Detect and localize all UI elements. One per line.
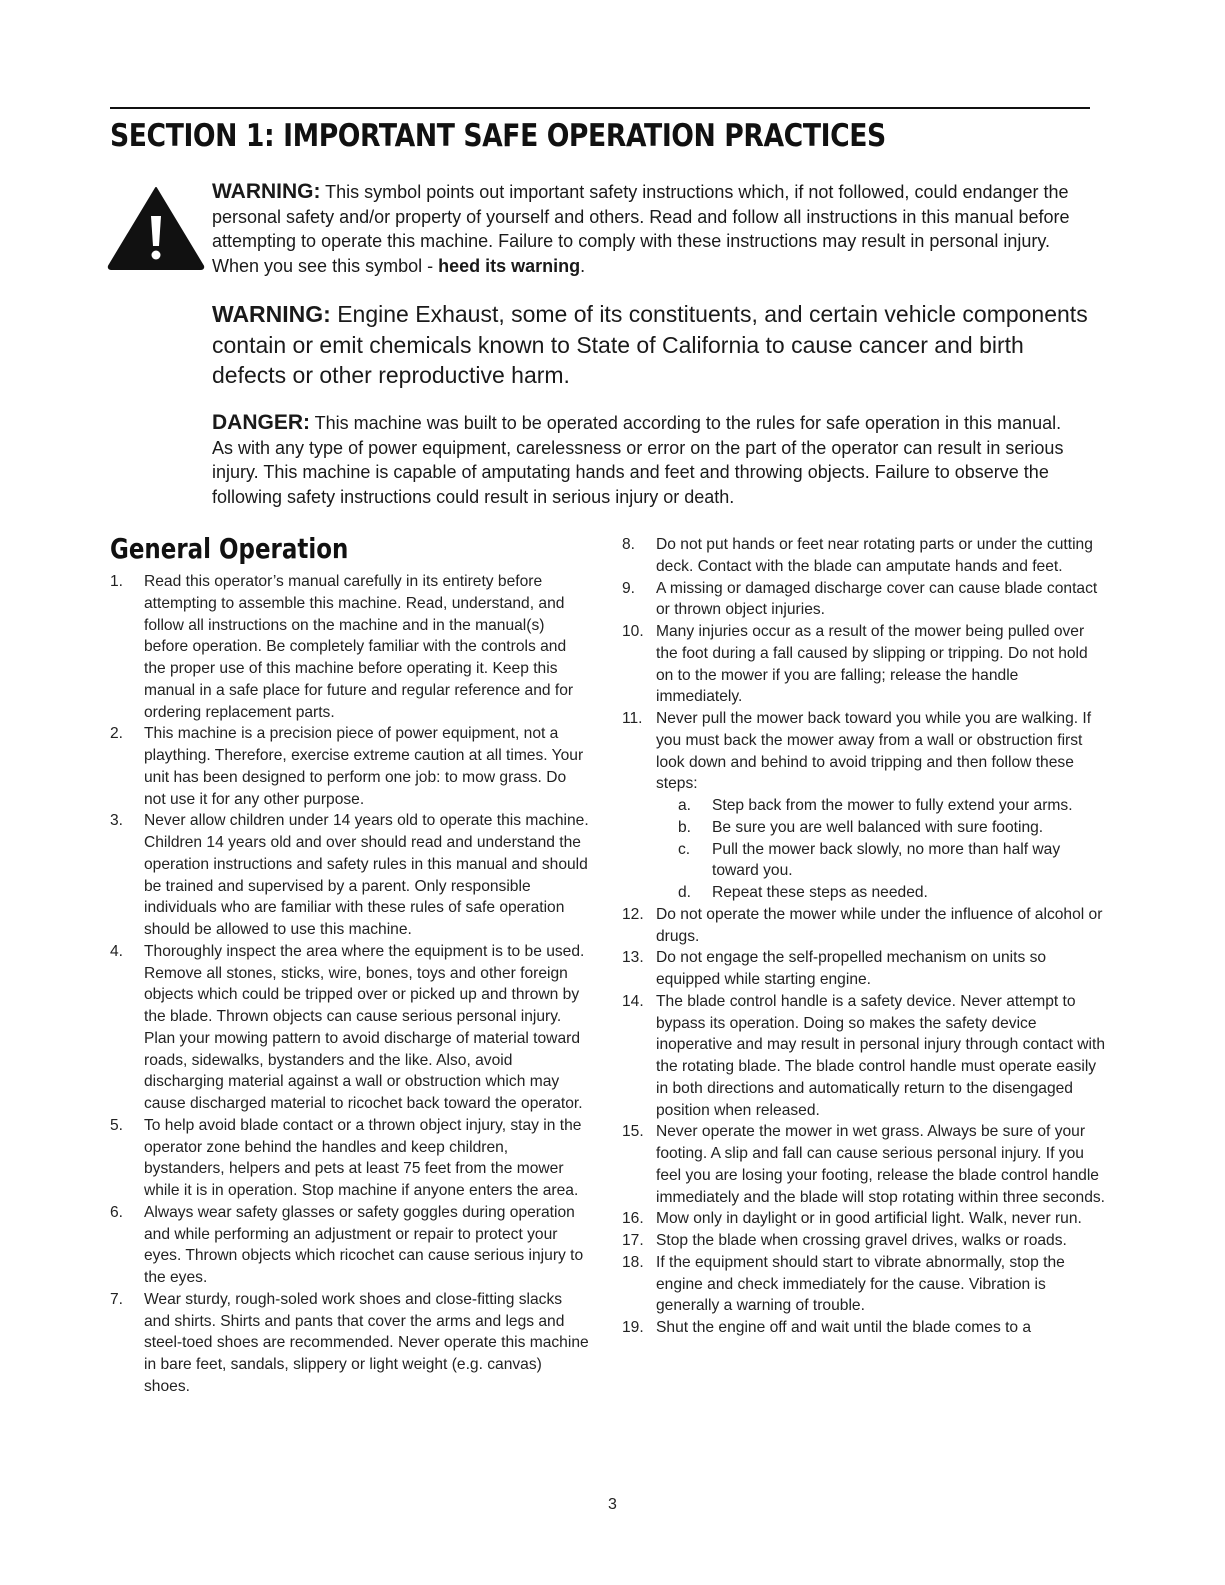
rule-item bbox=[110, 723, 592, 810]
rule-item bbox=[622, 904, 1106, 948]
rule-item bbox=[622, 947, 1106, 991]
rule-item bbox=[622, 578, 1106, 622]
rule-number: 7. bbox=[110, 1290, 124, 1308]
rule-number: 6. bbox=[110, 1203, 124, 1221]
rule-text: To help avoid blade contact or a thrown object injury, stay in the operator zone behind the handles and keep children, bystanders, helpers and pets at least 75 feet from the mower while it is in operation. Stop machine if anyone enters the area. bbox=[144, 1116, 582, 1199]
left-rules-list bbox=[110, 571, 592, 1398]
rule-item bbox=[110, 1202, 592, 1289]
rule-item bbox=[110, 1289, 592, 1398]
page-number: 3 bbox=[608, 1496, 617, 1513]
rule-number: 16. bbox=[622, 1210, 644, 1228]
notice-text: This symbol points out important safety instructions which, if not followed, could endanger the personal safety and/or property of yourself and others. Read and follow all instructions in this manual before attempting to operate this machine. Failure to comply with these instructions may result in personal injury. When you see this symbol - bbox=[212, 182, 1070, 276]
substep-letter: c. bbox=[678, 840, 691, 858]
rule-text: This machine is a precision piece of power equipment, not a plaything. Therefore, exercise extreme caution at all times. Your unit has been designed to perform one job: to mow grass. Do not use it for any other purpose. bbox=[144, 725, 584, 808]
rule-item bbox=[110, 941, 592, 1115]
rule-text: Shut the engine off and wait until the blade comes to a bbox=[656, 1319, 1032, 1336]
rule-text: Do not put hands or feet near rotating parts or under the cutting deck. Contact with the blade can amputate hands and feet. bbox=[656, 536, 1093, 575]
rule-text: Read this operator’s manual carefully in its entirety before attempting to assemble this machine. Read, understand, and follow all instructions on the machine and in the manual(s) before operation. Be completely familiar with the controls and the proper use of this machine before operating it. Keep this manual in a safe place for future and regular reference and for ordering replacement parts. bbox=[144, 573, 574, 721]
rule-text: Do not engage the self-propelled mechanism on units so equipped while starting engine. bbox=[656, 949, 1047, 988]
rule-text: Never operate the mower in wet grass. Always be sure of your footing. A slip and fall can cause serious personal injury. If you feel you are losing your footing, release the blade control handle immediately and the blade will stop rotating within three seconds. bbox=[656, 1123, 1105, 1206]
substep-letter: b. bbox=[678, 818, 692, 836]
warning-notice-california bbox=[212, 299, 1092, 391]
rule-text: A missing or damaged discharge cover can cause blade contact or thrown object injuries. bbox=[656, 579, 1098, 619]
rule-item bbox=[622, 991, 1106, 1122]
rule-number: 15. bbox=[622, 1123, 644, 1141]
rule-item bbox=[622, 1317, 1106, 1339]
rule-number: 14. bbox=[622, 992, 644, 1010]
rule-text: Thoroughly inspect the area where the equipment is to be used. Remove all stones, sticks, wire, bones, toys and other foreign objects which could be tripped over or picked up and thrown by the blade. Thrown objects can cause serious personal injury. Plan your mowing pattern to avoid discharge of material toward roads, sidewalks, bystanders and the like. Also, avoid discharging material against a wall or obstruction which may cause discharged material to ricochet back toward the operator. bbox=[144, 942, 585, 1112]
rule-text: Do not operate the mower while under the influence of alcohol or drugs. bbox=[656, 905, 1103, 945]
rule-text: Stop the blade when crossing gravel drives, walks or roads. bbox=[656, 1232, 1067, 1249]
rule-number: 18. bbox=[622, 1253, 644, 1271]
rule-item bbox=[622, 1208, 1106, 1230]
rule-text: Mow only in daylight or in good artificial light. Walk, never run. bbox=[656, 1210, 1082, 1228]
rule-item bbox=[622, 1121, 1106, 1208]
warning-triangle-icon bbox=[106, 184, 206, 270]
substep-text: Pull the mower back slowly, no more than half way toward you. bbox=[712, 840, 1061, 880]
rule-number: 1. bbox=[110, 573, 124, 590]
notice-text: This machine was built to be operated according to the rules for safe operation in this manual. As with any type of power equipment, carelessness or error on the part of the operator can result in serious injury. This machine is capable of amputating hands and feet and throwing objects. Failure to observe the following safety instructions could result in serious injury or death. bbox=[212, 413, 1064, 507]
rule-substep bbox=[656, 817, 1106, 839]
warning-notice-symbol bbox=[212, 180, 1092, 278]
rule-number: 8. bbox=[622, 536, 636, 553]
rule-text: Never allow children under 14 years old to operate this machine. Children 14 years old and over should read and understand the operation instructions and safety rules in this manual and should be trained and supervised by a parent. Only responsible individuals who are familiar with these rules of safe operation should be allowed to use this machine. bbox=[144, 812, 589, 938]
rule-item bbox=[622, 534, 1106, 578]
notice-lead: WARNING: bbox=[212, 301, 331, 327]
danger-notice bbox=[212, 411, 1082, 509]
rule-item bbox=[110, 1115, 592, 1202]
rule-number: 17. bbox=[622, 1232, 644, 1249]
notice-lead: DANGER: bbox=[212, 411, 310, 434]
rule-text: Never pull the mower back toward you while you are walking. If you must back the mower away from a wall or obstruction first look down and behind to avoid tripping and then follow these steps: bbox=[656, 710, 1092, 793]
rule-item bbox=[622, 708, 1106, 904]
notice-emphasis: heed its warning bbox=[438, 255, 581, 276]
rule-number: 10. bbox=[622, 623, 644, 640]
rule-item bbox=[622, 1230, 1106, 1252]
substep-text: Step back from the mower to fully extend your arms. bbox=[712, 797, 1073, 814]
rule-number: 13. bbox=[622, 949, 644, 967]
rule-item bbox=[110, 571, 592, 723]
rule-number: 19. bbox=[622, 1319, 644, 1336]
subsection-title: General Operation bbox=[110, 532, 349, 565]
rule-number: 12. bbox=[622, 905, 644, 923]
rule-substep bbox=[656, 795, 1106, 817]
header-rule bbox=[110, 107, 1090, 109]
rule-text: Always wear safety glasses or safety goggles during operation and while performing an adjustment or repair to protect your eyes. Thrown objects which ricochet can cause serious injury to the eyes. bbox=[144, 1203, 584, 1286]
substep-letter: a. bbox=[678, 797, 692, 814]
rule-text: Wear sturdy, rough-soled work shoes and close-fitting slacks and shirts. Shirts and pants that cover the arms and legs and steel-toed shoes are recommended. Never operate this machine in bare feet, sandals, slippery or light weight (e.g. canvas) shoes. bbox=[144, 1290, 589, 1395]
rule-item bbox=[622, 621, 1106, 708]
rule-number: 2. bbox=[110, 725, 124, 743]
notice-lead: WARNING: bbox=[212, 180, 321, 203]
rule-substep bbox=[656, 839, 1106, 883]
rule-text: If the equipment should start to vibrate abnormally, stop the engine and check immediately for the cause. Vibration is generally a warning of trouble. bbox=[656, 1253, 1065, 1315]
rule-number: 11. bbox=[622, 710, 643, 727]
notice-text: Engine Exhaust, some of its constituents, and certain vehicle components contain or emit chemicals known to State of California to cause cancer and birth defects or other reproductive harm. bbox=[212, 301, 1088, 388]
rule-item bbox=[110, 810, 592, 941]
right-rules-list bbox=[622, 534, 1106, 1339]
rule-text: The blade control handle is a safety device. Never attempt to bypass its operation. Doing so makes the safety device inoperative and may result in personal injury through contact with the rotating blade. The blade control handle must operate easily in both directions and automatically return to the disengaged position when released. bbox=[656, 992, 1105, 1119]
notice-tail: . bbox=[580, 255, 586, 276]
rule-number: 3. bbox=[110, 812, 124, 830]
section-title: SECTION 1: IMPORTANT SAFE OPERATION PRACTICES bbox=[110, 118, 886, 154]
rule-item bbox=[622, 1252, 1106, 1317]
rule-number: 4. bbox=[110, 942, 124, 960]
rule-number: 9. bbox=[622, 579, 636, 597]
rule-number: 5. bbox=[110, 1116, 124, 1134]
substep-text: Repeat these steps as needed. bbox=[712, 884, 928, 901]
rule-substep bbox=[656, 882, 1106, 904]
rule-substeps bbox=[656, 795, 1106, 904]
rule-text: Many injuries occur as a result of the mower being pulled over the foot during a fall caused by slipping or tripping. Do not hold on to the mower if you are falling; release the handle immediately. bbox=[656, 623, 1088, 706]
substep-letter: d. bbox=[678, 884, 692, 901]
substep-text: Be sure you are well balanced with sure footing. bbox=[712, 818, 1044, 836]
